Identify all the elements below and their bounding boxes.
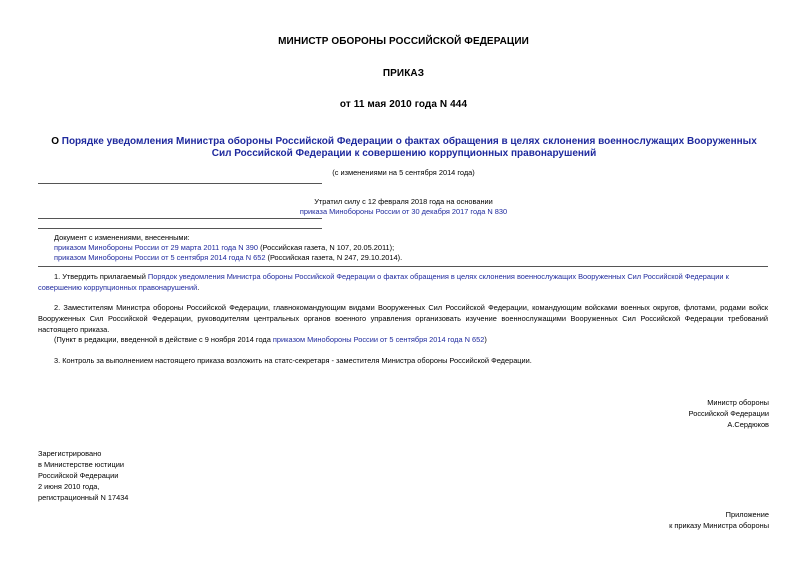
appendix-line: к приказу Министра обороны	[669, 521, 769, 530]
p2-note-prefix: (Пункт в редакции, введенной в действие с 9 ноября 2014 года	[54, 335, 273, 344]
divider	[38, 266, 768, 267]
p1-prefix: 1. Утвердить прилагаемый	[54, 272, 148, 281]
registration-line: 2 июня 2010 года,	[38, 482, 100, 491]
registration-block	[38, 448, 128, 503]
signature-line: Российской Федерации	[688, 409, 769, 418]
changes-item	[54, 252, 402, 263]
paragraph-1	[38, 271, 768, 293]
doc-type: ПРИКАЗ	[382, 68, 425, 79]
p2-note-suffix: )	[484, 335, 487, 344]
changes-heading: Документ с изменениями, внесенными:	[54, 233, 190, 242]
subject-link[interactable]: Порядке уведомления Министра обороны Российской Федерации о фактах обращения в целях склонения военнослужащих Вооруженных Сил Российской Федерации к совершению коррупционных правонарушений	[61, 136, 757, 159]
p2-note-link[interactable]: приказом Минобороны России от 5 сентября 2014 года N 652	[272, 335, 485, 344]
changes-item-link[interactable]: приказом Минобороны России от 5 сентября 2014 года N 652	[54, 253, 266, 262]
ministry-title: МИНИСТР ОБОРОНЫ РОССИЙСКОЙ ФЕДЕРАЦИИ	[278, 36, 529, 47]
invalidation-text: Утратил силу с 12 февраля 2018 года на основании	[314, 197, 493, 206]
amendments-note: (с изменениями на 5 сентября 2014 года)	[332, 168, 475, 177]
p1-suffix: .	[197, 283, 200, 292]
divider	[38, 228, 322, 229]
paragraph-3: 3. Контроль за выполнением настоящего приказа возложить на статс-секретаря - заместителя Министра обороны Российской Федерации.	[54, 356, 532, 365]
signature-block	[689, 397, 769, 430]
signature-line: Министр обороны	[707, 398, 769, 407]
signature-name: А.Сердюков	[727, 420, 769, 429]
paragraph-2-note	[54, 334, 487, 345]
changes-item-rest: (Российская газета, N 247, 29.10.2014).	[265, 253, 403, 262]
registration-line: регистрационный N 17434	[38, 493, 129, 502]
appendix-line: Приложение	[725, 510, 769, 519]
registration-line: Российской Федерации	[38, 471, 119, 480]
changes-item-rest: (Российская газета, N 107, 20.05.2011);	[258, 243, 395, 252]
invalidation-link[interactable]: приказа Минобороны России от 30 декабря 2017 года N 830	[299, 207, 508, 216]
registration-line: в Министерстве юстиции	[38, 460, 125, 469]
registration-line: Зарегистрировано	[38, 449, 102, 458]
doc-date-number: от 11 мая 2010 года N 444	[339, 99, 468, 110]
paragraph-2: 2. Заместителям Министра обороны Российской Федерации, главнокомандующим видами Вооруженных Сил Российской Федерации, командующим войсками военных округов, флотами, родами войск Вооруженных Сил Российской Федерации, руководителям центральных органов военного управления организовать изучение военнослужащими Вооруженных Сил Российской Федерации требований настоящего приказа.	[38, 303, 768, 334]
divider	[38, 218, 322, 219]
subject-prefix: О	[51, 136, 62, 147]
changes-item-link[interactable]: приказом Минобороны России от 29 марта 2011 года N 390	[54, 243, 259, 252]
p1-link[interactable]: Порядок уведомления Министра обороны Российской Федерации о фактах обращения в целях склонения военнослужащих Вооруженных Сил Российской Федерации к совершению коррупционных правонарушений	[38, 272, 729, 292]
subject-heading	[48, 136, 760, 160]
divider	[38, 183, 322, 184]
appendix-block	[669, 509, 769, 531]
